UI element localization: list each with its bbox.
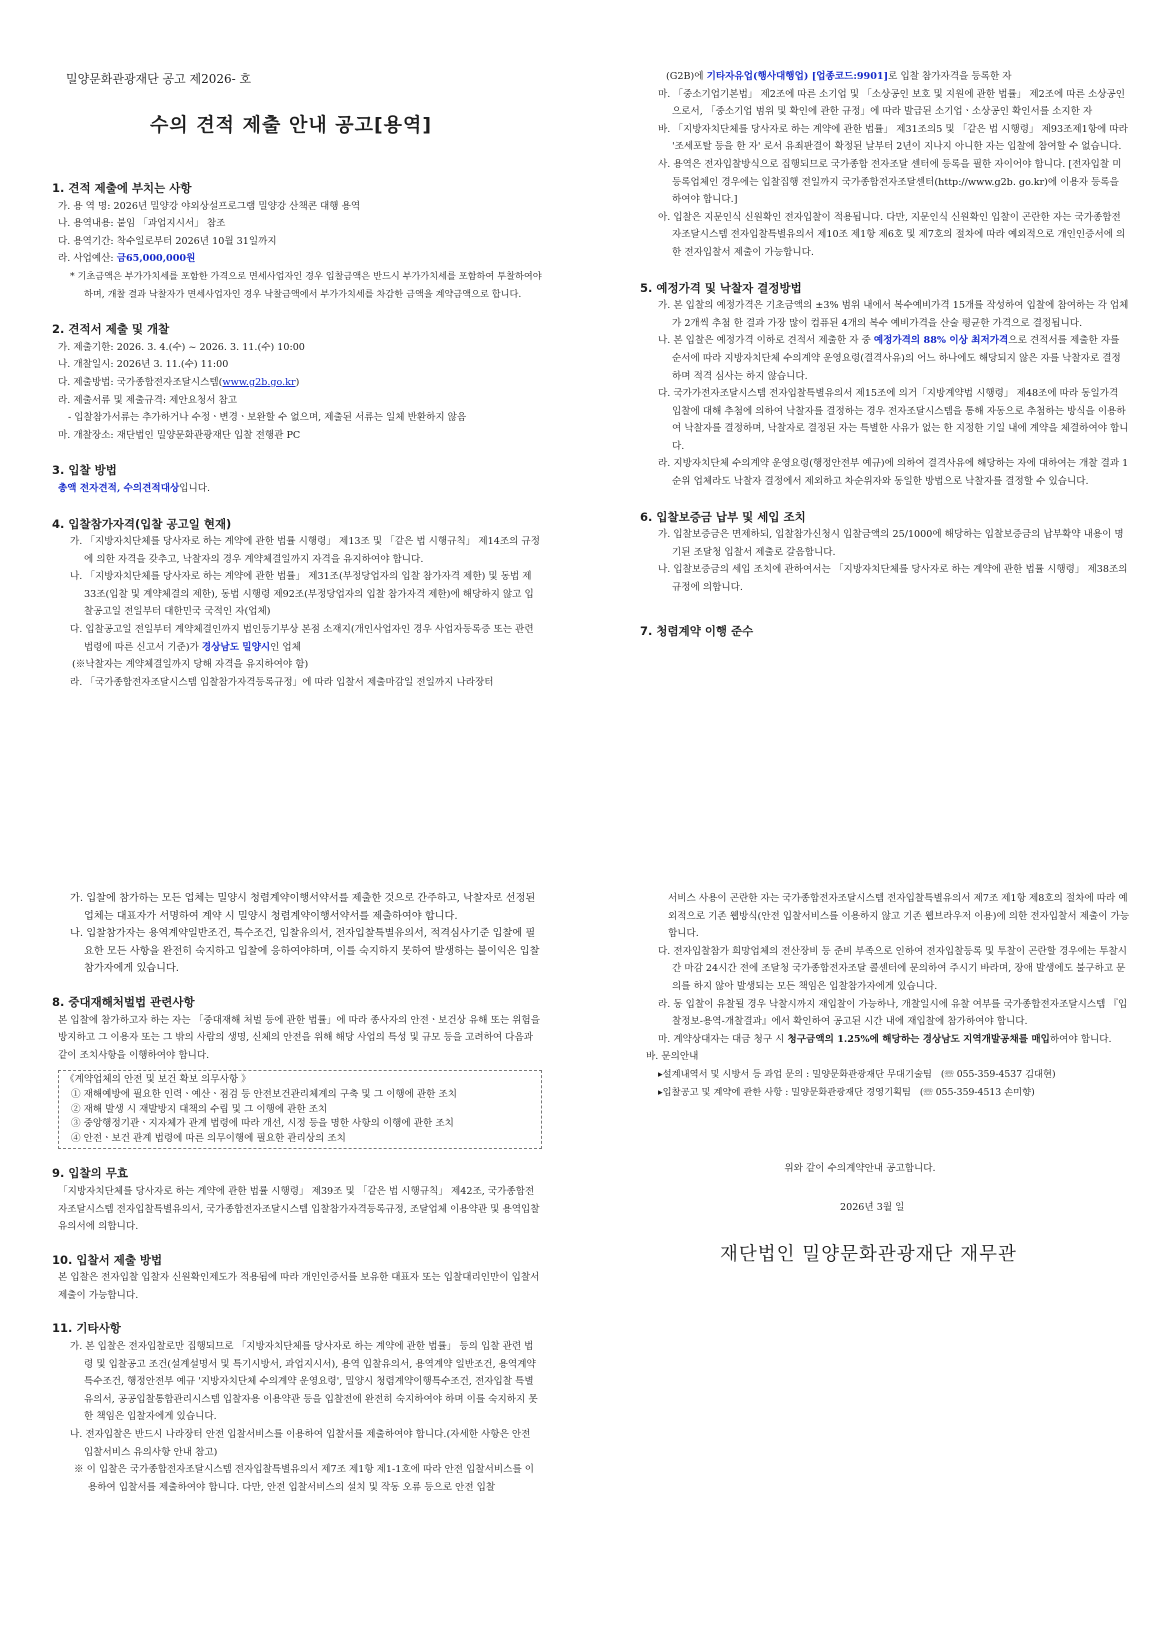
s5-item-ra: 라. 지방자치단체 수의계약 운영요령(행정안전부 예규)에 의하여 결격사유에 해당하는 자에 대하여는 개찰 결과 1순위 업체라도 낙찰자 결정에서 제외하고 차순위자와 동일한 방법으로 낙찰자를 결정할 수 있습니다. [658,458,1129,488]
s1-item-content: 나. 용역내용: 붙임 「과업지시서」 참조 [58,218,226,230]
left-column-bottom [52,890,542,1496]
s11-item-ga: 가. 본 입찰은 전자입찰로만 집행되므로 「지방자치단체를 당사자로 하는 계약에 관한 법률」 등의 입찰 관련 법령 및 입찰공고 조건(설계설명서 및 특기시방서, 과업지시서), 용역 입찰유의서, 용역계약 일반조건, 용역계약 특수조건, 행정안전부 예규 '지방자치단체 수의계약 운영요령', 밀양시 청렴계약이행특수조건, 전자입찰 특별유의서, 공공입찰통합관리시스템 입찰자용 이용약관 등을 입찰전에 완전히 숙지하여야 하며 이를 숙지하지 못한 책임은 입찰자에게 있습니다. [70,1341,538,1423]
bond-requirement: 청구금액의 1.25%에 해당하는 경상남도 지역개발공채를 매입 [787,1033,1050,1045]
section-10-title: 10. 입찰서 제출 방법 [52,1252,163,1267]
s6-item-na: 나. 입찰보증금의 세입 조치에 관하여서는 「지방자치단체를 당사자로 하는 계약에 관한 법률 시행령」 제38조의 규정에 의합니다. [658,564,1128,594]
s2-opening-place: 마. 개찰장소: 재단법인 밀양문화관광재단 입찰 전행관 PC [58,429,301,441]
s7-item-na: 나. 입찰참가자는 용역계약일반조건, 특수조건, 입찰유의서, 전자입찰특별유의서, 적격심사기준 입찰에 필요한 모든 사항을 완전히 숙지하고 입찰에 응하여야하며, 이를 숙지하지 못하여 발생하는 불이익은 입찰참가자에게 있습니다. [70,928,540,975]
section-11-title: 11. 기타사항 [52,1321,121,1336]
contact-contract-phone: (☏ 055-359-4513 손미향) [919,1086,1035,1098]
section-2-title: 2. 견적서 제출 및 개찰 [52,322,170,337]
s9-text: 「지방자치단체를 당사자로 하는 계약에 관한 법률 시행령」 제39조 및 「같은 법 시행규칙」 제42조, 국가종합전자조달시스템 전자입찰특별유의서, 국가종합전자조달시스템 입찰참가자격등록규정, 조달업체 이용약관 및 용역입찰유의서에 의합니다. [58,1185,540,1233]
duty-2: ② 재해 발생 시 재발방지 대책의 수립 및 그 이행에 관한 조치 [71,1103,328,1115]
right-column-bottom [640,890,1130,1101]
s4-item-ra-cont: (G2B)에 기타자유업(행사대행업) [업종코드:9901]로 입찰 참가자격을 등록한 자 [666,71,1012,82]
s2-deadline: 가. 제출기한: 2026. 3. 4.(수) ~ 2026. 3. 11.(수) 10:00 [58,341,305,353]
s1-item-period: 다. 용역기간: 착수일로부터 2026년 10월 31일까지 [58,235,277,247]
section-6-title: 6. 입찰보증금 납부 및 세입 조치 [640,509,806,524]
left-column-top [52,180,542,691]
s2-opening-time: 나. 개찰일시: 2026년 3. 11.(수) 11:00 [58,359,229,371]
s1-note: * 기초금액은 부가가치세를 포함한 가격으로 면세사업자인 경우 입찰금액은 반드시 부가가치세를 포함하여 투찰하여야 하며, 개찰 결과 낙찰자가 면세사업자인 경우 낙찰금액에서 부가가치세를 차감한 금액을 계약금액으로 합니다. [70,270,542,300]
safety-duties-box [58,1070,542,1149]
section-7-title: 7. 청렴계약 이행 준수 [640,623,754,638]
s6-item-ga: 가. 입찰보증금은 면제하되, 입찰참가신청시 입찰금액의 25/1000에 해당하는 입찰보증금의 납부확약 내용이 명기된 조달청 입찰서 제출로 갈음합니다. [658,529,1124,558]
s2-method: 다. 제출방법: 국가종합전자조달시스템(www.g2b.go.kr) [58,376,300,388]
section-5-title: 5. 예정가격 및 낙찰자 결정방법 [640,280,802,295]
s4-item-da-note: (※낙찰자는 계약체결일까지 당해 자격을 유지하여야 함) [72,659,309,671]
s4-item-na: 나. 「지방자치단체를 당사자로 하는 계약에 관한 법률」 제31조(부정당업자의 입찰 참가자격 제한) 및 동법 제33조(입찰 및 계약체결의 제한), 동법 시행령 제92조(부정당업자의 입찰 참가자격 제한)에 해당하지 않고 입찰공고일 전일부터 대한민국 국적인 자(업체) [70,571,534,618]
contact-design-phone: (☏ 055-359-4537 김대현) [940,1068,1056,1080]
notice-date: 2026년 3월 일 [840,1202,905,1213]
s1-item-name: 가. 용 역 명: 2026년 밀양강 야외상설프로그램 밀양강 산책콘 대행 용역 [58,200,361,212]
right-column-top [640,68,1130,640]
closing-text: 위와 같이 수의계약안내 공고합니다. [784,1163,936,1174]
s8-text: 본 입찰에 참가하고자 하는 자는 「중대재해 처벌 등에 관한 법률」에 따라 종사자의 안전ㆍ보건상 유해 또는 위험을 방지하고 그 이용자 또는 그 밖의 사람의 생명, 신체의 안전을 위해 해당 사업의 특성 및 규모 등을 고려하여 다음과 같이 조치사항을 이행하여야 합니다. [58,1014,540,1061]
s2-documents-note: - 입찰참가서류는 추가하거나 수정ㆍ변경ㆍ보완할 수 없으며, 제출된 서류는 일체 반환하지 않음 [68,412,467,424]
s3-text: 총액 전자견적, 수의견적대상입니다. [58,482,211,494]
duties-box-title: 《계약업체의 안전 및 보건 확보 의무사항 》 [65,1074,251,1086]
s5-item-ga: 가. 본 입찰의 예정가격은 기초금액의 ±3% 범위 내에서 복수예비가격 15개를 작성하여 입찰에 참여하는 각 업체가 2개씩 추첨 한 결과 가장 많이 컴퓨된 4개의 복수 예비가격을 산술 평균한 가격으로 결정됩니다. [658,300,1129,329]
s11-item-na: 나. 전자입찰은 반드시 나라장터 안전 입찰서비스를 이용하여 입찰서를 제출하여야 합니다.(자세한 사항은 안전 입찰서비스 유의사항 안내 참고) [70,1429,531,1458]
page-title: 수의 견적 제출 안내 공고[용역] [150,114,433,136]
s11-item-ma: 마. 계약상대자는 대금 청구 시 청구금액의 1.25%에 해당하는 경상남도 지역개발공채를 매입하여야 합니다. [658,1033,1112,1045]
s4-item-ra: 라. 「국가종합전자조달시스템 입찰참가자격등록규정」에 따라 입찰서 제출마감일 전일까지 나라장터 [70,676,494,688]
s11-note: ※ 이 입찰은 국가종합전자조달시스템 전자입찰특별유의서 제7조 제1항 제1-1호에 따라 안전 입찰서비스를 이용하여 입찰서를 제출하여야 합니다. 다만, 안전 입찰서비스의 설치 및 작동 오류 등으로 안전 입찰 [74,1464,535,1493]
duty-3: ③ 중앙행정기관ㆍ지자체가 관계 법령에 따라 개선, 시정 등을 명한 사항의 이행에 관한 조치 [71,1118,454,1130]
s2-documents: 라. 제출서류 및 제출규격: 제안요청서 참고 [58,394,238,406]
s10-text: 본 입찰은 전자입찰 입찰자 신원확인제도가 적용됨에 따라 개인인증서를 보유한 대표자 또는 입찰대리인만이 입찰서 제출이 가능합니다. [58,1272,540,1301]
g2b-link[interactable]: www.g2b.go.kr [222,376,296,388]
section-8-title: 8. 중대재해처벌법 관련사항 [52,994,195,1009]
s5-item-da: 다. 국가가전자조달시스템 전자입찰특별유의서 제15조에 의거「지방계약법 시행령」 제48조에 따라 동일가격 입찰에 대해 추첨에 의하여 낙찰자를 결정하는 경우 전자조달시스템을 통해 자동으로 추첨하는 방식을 이용하여 낙찰자를 결정하며, 낙찰자로 결정된 자는 특별한 사유가 없는 한 지정한 기일 내에 계약을 체결하여야 합니다. [658,388,1129,452]
notice-number: 밀양문화관광재단 공고 제2026- 호 [66,72,252,86]
contact-contract: ▸입찰공고 및 계약에 관한 사항 : 밀양문화관광재단 경영기획팀 (☏ 055-359-4513 손미향) [658,1086,1035,1098]
contact-design: ▸설계내역서 및 시방서 등 과업 문의 : 밀양문화관광재단 무대기술팀 (☏ 055-359-4537 김대현) [658,1068,1056,1080]
signature-line: 재단법인 밀양문화관광재단 재무관 [720,1244,1017,1265]
duty-4: ④ 안전ㆍ보건 관계 법령에 따른 의무이행에 필요한 관리상의 조치 [71,1132,346,1144]
section-4-title: 4. 입찰참가자격(입찰 공고일 현재) [52,516,232,531]
section-9-title: 9. 입찰의 무효 [52,1166,128,1181]
s4-item-a: 아. 입찰은 지문인식 신원확인 전자입찰이 적용됩니다. 다만, 지문인식 신원확인 입찰이 곤란한 자는 국가종합전자조달시스템 전자입찰특별유의서 제10조 제1항 제6호 및 제7호의 절차에 따라 예외적으로 개인인증서에 의한 전자입찰서 제출이 가능합니다. [658,211,1126,258]
section-1-title: 1. 견적 제출에 부치는 사항 [52,181,192,195]
section-3-title: 3. 입찰 방법 [52,463,117,478]
s4-item-ba: 바. 「지방자치단체를 당사자로 하는 계약에 관한 법률」 제31조의5 및 「같은 법 시행령」 제93조제1항에 따라 '조세포탈 등을 한 자' 로서 유죄판결이 확정된 날부터 2년이 지나지 아니한 자는 입찰에 참여할 수 없습니다. [658,123,1128,153]
s4-item-ma: 마. 「중소기업기본법」 제2조에 따른 소기업 및 「소상공인 보호 및 지원에 관한 법률」 제2조에 따른 소상공인으로서, 「중소기업 범위 및 확인에 관한 규정」에 따라 발급된 소기업ㆍ소상공인 확인서를 소지한 자 [658,88,1126,118]
s11-item-ra: 라. 동 입찰이 유찰될 경우 낙찰시까지 재입찰이 가능하나, 개찰일시에 유찰 여부를 국가종합전자조달시스템 『입찰정보-용역-개찰결과』에서 확인하여 공고된 시간 내에 재입찰에 참가하여야 합니다. [658,998,1128,1028]
s11-item-da: 다. 전자입찰참가 희망업체의 전산장비 등 준비 부족으로 인하여 전자입찰등록 및 투찰이 곤란할 경우에는 투찰시간 마감 24시간 전에 조달청 국가종합전자조달 콜센터에 문의하여 주시기 바라며, 장애 발생에도 불구하고 문의를 하지 않아 발생되는 모든 책임은 입찰참가자에게 있습니다. [658,945,1128,992]
s1-item-budget: 라. 사업예산: 금65,000,000원 [58,253,196,265]
budget-value: 금65,000,000원 [116,253,196,265]
s4-item-da: 다. 입찰공고일 전일부터 계약체결인까지 법인등기부상 본점 소재지(개인사업자인 경우 사업자등록증 또는 관련 법령에 따른 신고서 기준)가 경상남도 밀양시인 업체 [70,624,534,653]
s11-item-ba: 바. 문의안내 [646,1051,699,1063]
duty-1: ① 재해예방에 필요한 인력ㆍ예산ㆍ점검 등 안전보건관리체계의 구축 및 그 이행에 관한 조치 [71,1088,458,1100]
s4-item-ga: 가. 「지방자치단체를 당사자로 하는 계약에 관한 법률 시행령」 제13조 및 「같은 법 시행규칙」 제14조의 규정에 의한 자격을 갖추고, 낙찰자의 경우 계약체결일까지 자격을 유지하여야 합니다. [70,536,540,565]
s5-item-na: 나. 본 입찰은 예정가격 이하로 견적서 제출한 자 중 예정가격의 88% 이상 최저가격으로 견적서를 제출한 자를 순서에 따라 지방자치단체 수의계약 운영요령(결격사유)의 어느 하나에도 해당되지 않은 자를 낙찰자로 결정하며 적격 심사는 하지 않습니다. [658,335,1121,382]
s7-item-ga: 가. 입찰에 참가하는 모든 업체는 밀양시 청렴계약이행서약서를 제출한 것으로 간주하고, 낙찰자로 선정된 업체는 대표자가 서명하여 계약 시 밀양시 청렴계약이행서약서를 제출하여야 합니다. [70,893,536,922]
s4-item-sa: 사. 용역은 전자입찰방식으로 집행되므로 국가종합 전자조달 센터에 등록을 필한 자이어야 합니다. [전자입찰 미등록업체인 경우에는 입찰집행 전일까지 국가종합전자조달센터(http://www.g2b. go.kr)에 이용자 등록을 하여야 합니다.] [658,158,1122,206]
s11-note-cont: 서비스 사용이 곤란한 자는 국가종합전자조달시스템 전자입찰특별유의서 제7조 제1항 제8호의 절차에 따라 예외적으로 기존 웹방식(안전 입찰서비스를 이용하지 않고 기존 웹브라우저 이용)에 의한 전자입찰서 제출이 가능합니다. [668,893,1130,940]
